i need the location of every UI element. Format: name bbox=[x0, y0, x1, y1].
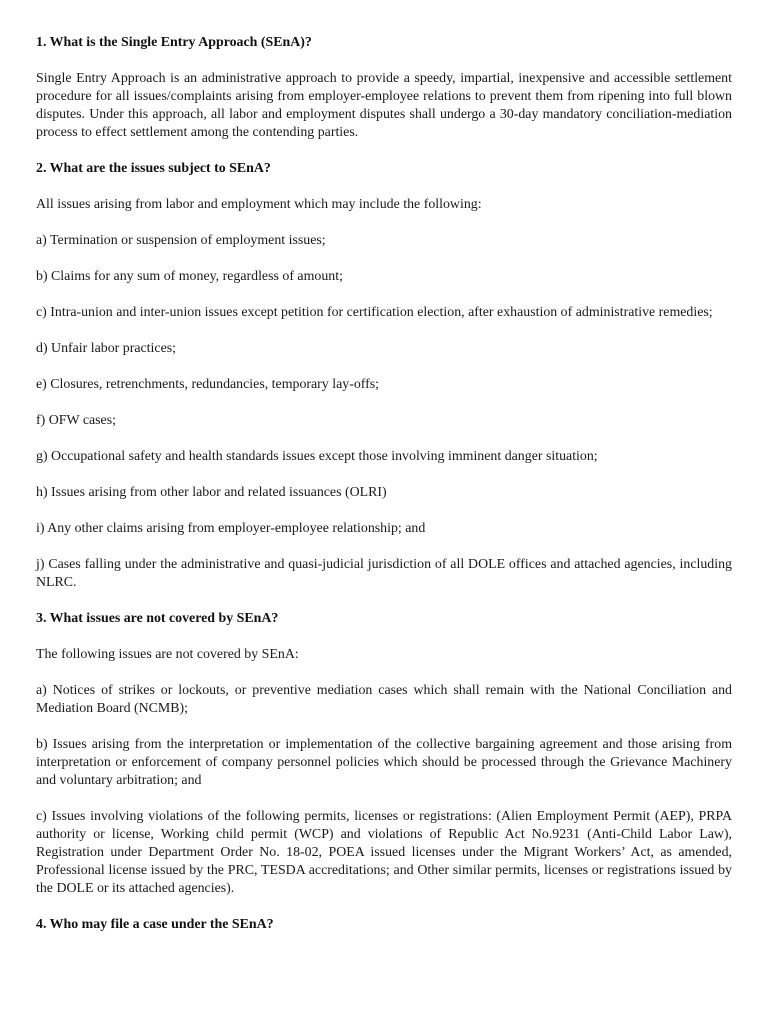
list-item: d) Unfair labor practices; bbox=[36, 341, 176, 356]
section-heading: 2. What are the issues subject to SEnA? bbox=[36, 161, 271, 176]
document-page bbox=[36, 34, 732, 952]
list-item: i) Any other claims arising from employer-employee relationship; and bbox=[36, 521, 426, 536]
section-heading: 3. What issues are not covered by SEnA? bbox=[36, 611, 279, 626]
list-item: e) Closures, retrenchments, redundancies, temporary lay-offs; bbox=[36, 377, 380, 392]
list-item: g) Occupational safety and health standards issues except those involving imminent danger situation; bbox=[36, 449, 598, 464]
paragraph: All issues arising from labor and employment which may include the following: bbox=[36, 197, 482, 212]
list-item: h) Issues arising from other labor and related issuances (OLRI) bbox=[36, 485, 387, 500]
section-heading: 4. Who may file a case under the SEnA? bbox=[36, 917, 274, 932]
list-item: f) OFW cases; bbox=[36, 413, 116, 428]
list-item: c) Issues involving violations of the following permits, licenses or registrations: (Alien Employment Permit (AEP), PRPA authority or license, Working child permit (WCP) and violations of Republic Act No.9231 (Anti-Child Labor Law), Registration under Department Order No. 18-02, POEA issued licenses under the Migrant Workers’ Act, as amended, Professional license issued by the PRC, TESDA accreditations; and Other similar permits, licenses or registrations issued by the DOLE or its attached agencies). bbox=[36, 809, 732, 896]
list-item: a) Notices of strikes or lockouts, or preventive mediation cases which shall remain with the National Conciliation and Mediation Board (NCMB); bbox=[36, 683, 732, 716]
list-item: b) Issues arising from the interpretation or implementation of the collective bargaining agreement and those arising from interpretation or enforcement of company personnel policies which should be processed through the Grievance Machinery and voluntary arbitration; and bbox=[36, 737, 732, 788]
list-item: a) Termination or suspension of employment issues; bbox=[36, 233, 326, 248]
list-item: c) Intra-union and inter-union issues except petition for certification election, after exhaustion of administrative remedies; bbox=[36, 305, 713, 320]
list-item: j) Cases falling under the administrative and quasi-judicial jurisdiction of all DOLE offices and attached agencies, including NLRC. bbox=[36, 557, 732, 590]
section-heading: 1. What is the Single Entry Approach (SEnA)? bbox=[36, 35, 312, 50]
list-item: b) Claims for any sum of money, regardless of amount; bbox=[36, 269, 343, 284]
paragraph: The following issues are not covered by SEnA: bbox=[36, 647, 299, 662]
paragraph: Single Entry Approach is an administrative approach to provide a speedy, impartial, inexpensive and accessible settlement procedure for all issues/complaints arising from employer-employee relations to prevent them from ripening into full blown disputes. Under this approach, all labor and employment disputes shall undergo a 30-day mandatory conciliation-mediation process to effect settlement among the contending parties. bbox=[36, 71, 732, 140]
